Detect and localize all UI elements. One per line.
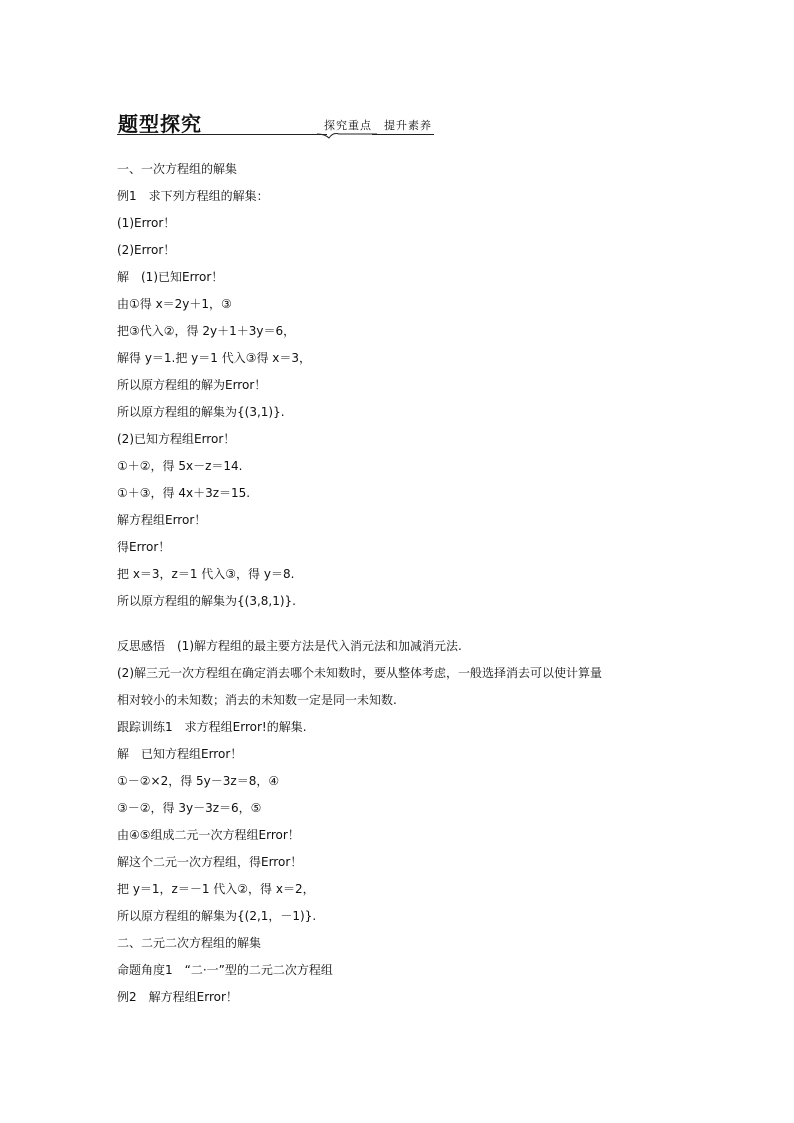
example-1-prompt: 例1 求下列方程组的解集： (117, 189, 269, 203)
solution-line: (2)已知方程组Error！ (117, 432, 236, 446)
solution-line: 把③代入②，得 2y＋1＋3y＝6， (117, 324, 296, 338)
solution-line: 解方程组Error！ (117, 513, 207, 527)
header-rule-left (117, 134, 327, 135)
solution-line: 解得 y＝1.把 y＝1 代入③得 x＝3， (117, 351, 312, 365)
solution-line: ①－②×2，得 5y－3z＝8，④ (117, 774, 280, 788)
solution-line: 所以原方程组的解为Error！ (117, 378, 267, 392)
solution-line: ①＋②，得 5x－z＝14. (117, 459, 243, 473)
section-title: 题型探究 (118, 112, 202, 136)
practice-1-prompt: 跟踪训练1 求方程组Error!的解集. (117, 720, 307, 734)
example-1-part-2: (2)Error！ (117, 243, 176, 257)
solution-line: 由④⑤组成二元一次方程组Error！ (117, 828, 300, 842)
section-header (117, 108, 435, 140)
solution-line: 由①得 x＝2y＋1，③ (117, 297, 232, 311)
section-subtitle: 探究重点 提升素养 (324, 119, 432, 132)
example-1-part-1: (1)Error！ (117, 216, 176, 230)
solution-line: 解这个二元一次方程组，得Error！ (117, 855, 303, 869)
topic-angle-1: 命题角度1 “二·一”型的二元二次方程组 (117, 963, 333, 977)
solution-line: 得Error！ (117, 540, 171, 554)
solution-line: 所以原方程组的解集为{(3,1)}. (117, 405, 285, 419)
heading-linear-systems: 一、一次方程组的解集 (117, 162, 238, 176)
header-rule-right (372, 134, 434, 135)
example-2-prompt: 例2 解方程组Error！ (117, 990, 238, 1004)
solution-line: 解 (1)已知Error！ (117, 270, 224, 284)
solution-line: ①＋③，得 4x＋3z＝15. (117, 486, 251, 500)
paragraph-gap (117, 615, 687, 633)
reflection-line: 相对较小的未知数；消去的未知数一定是同一未知数. (117, 693, 397, 707)
solution-line: 所以原方程组的解集为{(2,1，－1)}. (117, 909, 317, 923)
solution-line: 所以原方程组的解集为{(3,8,1)}. (117, 594, 296, 608)
reflection-line: 反思感悟 (1)解方程组的最主要方法是代入消元法和加减消元法. (117, 639, 462, 653)
solution-line: 解 已知方程组Error！ (117, 747, 243, 761)
solution-line: 把 x＝3，z＝1 代入③，得 y＝8. (117, 567, 295, 581)
solution-line: ③－②，得 3y－3z＝6，⑤ (117, 801, 262, 815)
document-body (117, 156, 687, 1011)
reflection-line: (2)解三元一次方程组在确定消去哪个未知数时，要从整体考虑，一般选择消去可以使计算量 (117, 666, 603, 680)
heading-quadratic-systems: 二、二元二次方程组的解集 (117, 936, 262, 950)
solution-line: 把 y＝1，z＝－1 代入②，得 x＝2， (117, 882, 315, 896)
